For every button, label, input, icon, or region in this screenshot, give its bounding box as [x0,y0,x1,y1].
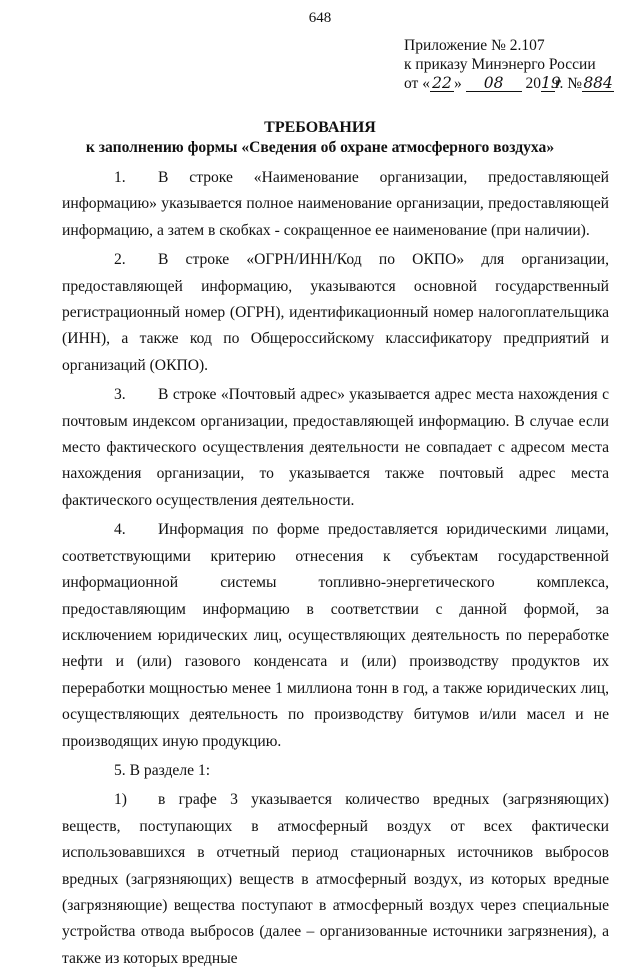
handwritten-order-number: 884 [583,74,613,92]
handwritten-day: 22 [430,75,454,92]
handwritten-month: 08 [466,75,522,92]
paragraph-number: 1) [114,791,127,809]
paragraph-number: 1. [114,169,126,186]
paragraph-number: 2. [114,251,126,269]
appendix-line-3 [404,74,613,93]
appendix-line-2: к приказу Минэнерго России [404,56,596,73]
appendix-block [404,36,613,93]
paragraph-3 [62,382,609,514]
appendix-separator-1: » [453,75,462,92]
paragraph-text: В строке «Наименование организации, предоставляющей информацию» указывается полное наименование организации, предоставляющей информацию, а затем в скобках - сокращенное ее наименование (при наличии). [62,169,609,239]
document-title: ТРЕБОВАНИЯ [264,119,376,136]
appendix-line-1: Приложение № 2.107 [404,37,545,54]
page-number: 648 [308,10,332,26]
paragraph-4 [62,517,609,755]
paragraph-number: 4. [114,521,126,539]
paragraph-5 [62,758,609,784]
paragraph-number: 3. [114,386,126,404]
paragraph-text: в графе 3 указывается количество вредных (загрязняющих) веществ, поступающих в атмосферный воздух от всех фактически использовавшихся в отчетный период стационарных источников выбросов вредных (загрязняющих) веществ в атмосферный воздух, из которых вредные (загрязняющие) вещества поступают в атмосферный воздух через специальные устройства отвода выбросов (далее – организованные источники загрязнения), а также из которых вредные [62,791,609,967]
appendix-separator-3: г. № [554,75,583,92]
paragraph-1 [62,165,609,244]
handwritten-year: 19 [540,74,561,92]
document-subtitle: к заполнению формы «Сведения об охране атмосферного воздуха» [85,139,555,156]
paragraph-text: 5. В разделе 1: [114,761,211,779]
paragraph-text: В строке «ОГРН/ИНН/Код по ОКПО» для организации, предоставляющей информацию, указываются основной государственный регистрационный номер (ОГРН), идентификационный номер налогоплательщика (ИНН), а также код по Общероссийскому классификатору предприятий и организаций (ОКПО). [62,251,609,374]
paragraph-5-1 [62,787,609,972]
appendix-prefix: от « [404,75,430,92]
paragraph-2 [62,247,609,379]
paragraph-text: В строке «Почтовый адрес» указывается адрес места нахождения с почтовым индексом организации, предоставляющей информацию. В случае если место фактического осуществления деятельности не совпадает с адресом места нахождения организации, то указывается также почтовый адрес места фактического осуществления деятельности. [62,386,609,509]
paragraph-text: Информация по форме предоставляется юридическими лицами, соответствующими критерию отнесения к субъектам государственной информационной системы топливно-энергетического комплекса, предоставляющим информацию в соответствии с данной формой, за исключением юридических лиц, осуществляющих деятельность по переработке нефти и (или) газового конденсата и (или) производству продуктов их переработки мощностью менее 1 миллиона тонн в год, а также юридических лиц, осуществляющих деятельность по производству битумов и/или масел и не производящих иную продукцию. [62,521,609,750]
document-body [62,165,609,975]
appendix-separator-2: 20 [521,75,541,92]
